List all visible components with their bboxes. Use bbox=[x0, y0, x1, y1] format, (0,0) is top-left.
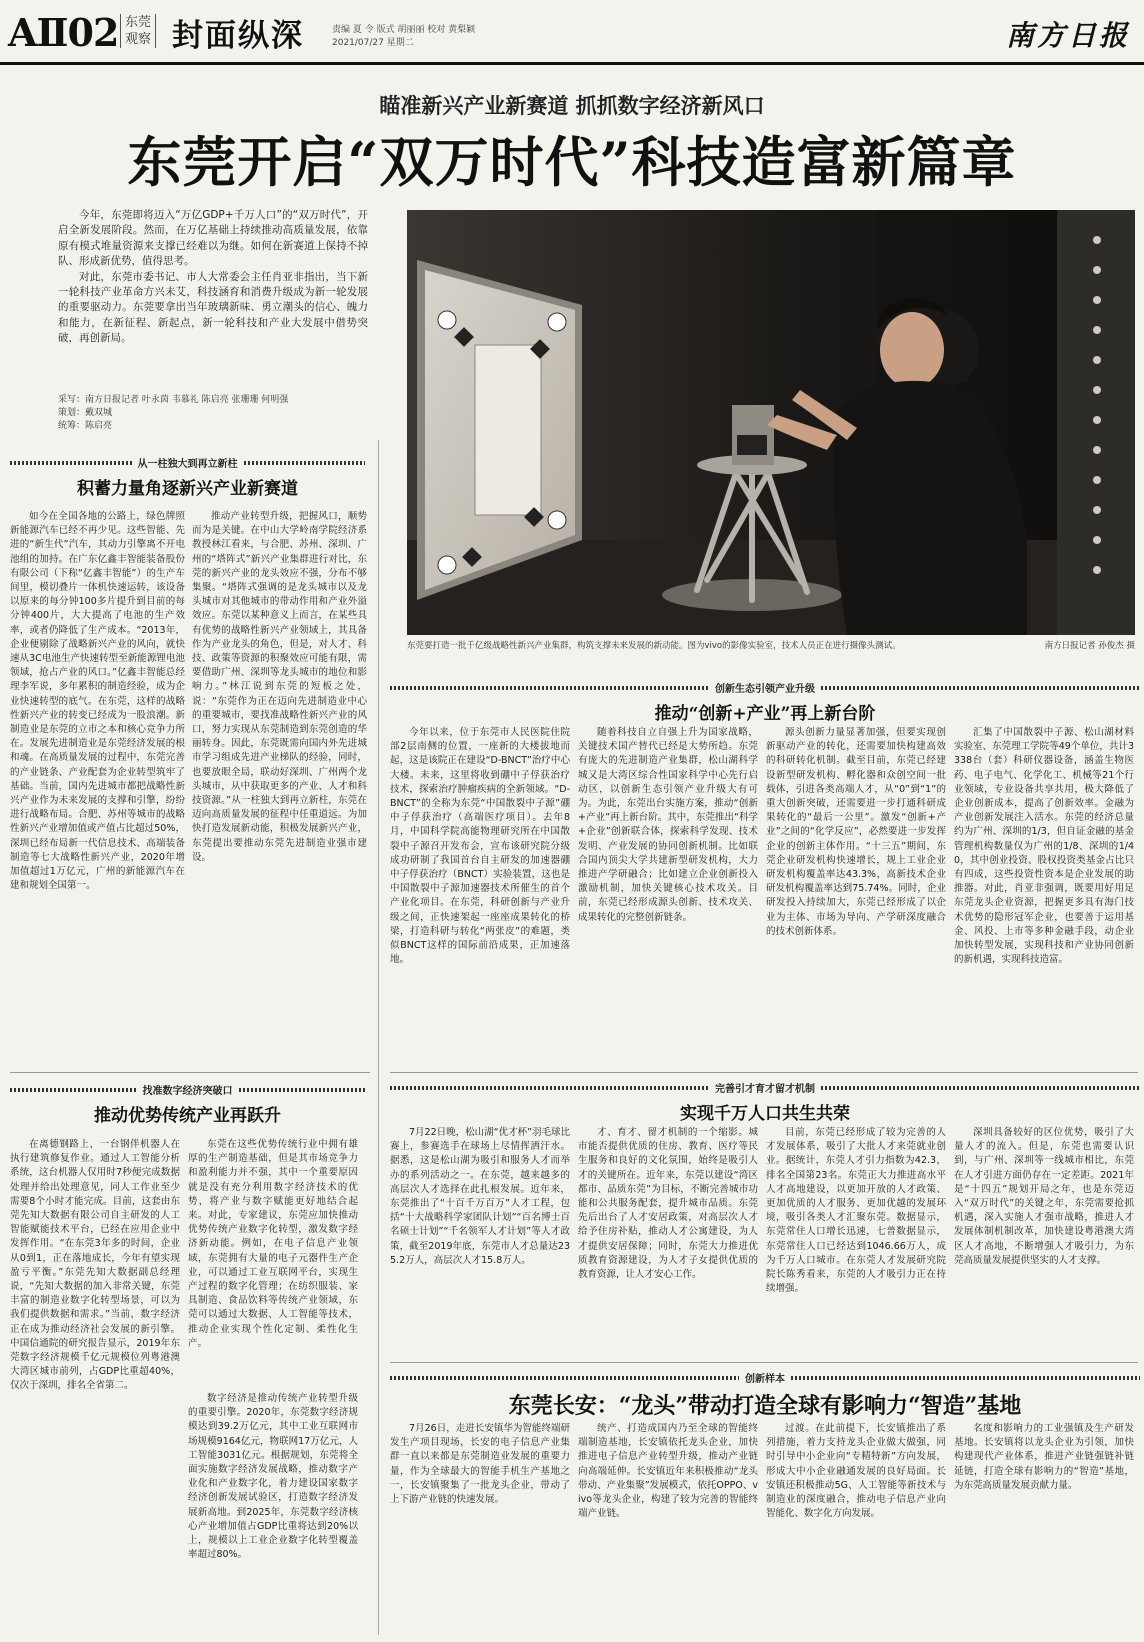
section-name: 封面纵深 bbox=[172, 18, 304, 54]
section-2-col-1: 今年以来，位于东莞市人民医院住院部2层南侧的位置，一座新的大楼拔地而起，这是该院正在建设“D-BNCT”治疗中心大楼。未来，这里将收到硼中子俘获治疗技术，探索治疗肿瘤疾病的全新领域。“D-BNCT”的全称为东莞“中国散裂中子源”硼中子俘获治疗（高端医疗项目）。去年8月，中国科学院高能物理研究所在中国散裂中子源召开发布会，宣布该研究院分级成功研制了我国首台自主研发的加速器硼中子俘获治疗（BNCT）实验装置，这也是中国散裂中子源加速器技术所催生的首个产业化项目。在东莞，科研创新与产业升级之间，正快速架起一座座成果转化的桥梁，打造科研与转化“两张皮”的难题，类似BNCT这样的国际前沿成果，正加速落地。 bbox=[390, 727, 570, 966]
section-4-col-1: 7月22日晚，松山湖“优才杯”羽毛球比赛上，参赛选手在球场上尽情挥洒汗水。据悉，这是松山湖为吸引和服务人才而举办的系列活动之一。在东莞，越来越多的高层次人才选择在此扎根发展。近年来，东莞推出了“十百千万百万”人才工程，包括“十大战略科学家团队计划”“百名博士百名硕士计划”“千名领军人才计划”等人才政策，截至2019年底，东莞市人才总量达235.2万人，高层次人才15.8万人。 bbox=[390, 1127, 570, 1266]
masthead bbox=[0, 0, 1144, 68]
section-3-kicker: 找准数字经济突破口 bbox=[10, 1082, 365, 1097]
section-5-title: 东莞长安：“龙头”带动打造全球有影响力“智造”基地 bbox=[508, 1393, 1022, 1419]
section-1-col-1: 如今在全国各地的公路上，绿色牌照新能源汽车已经不再少见。这些智能、先进的“新生代”汽车，其动力引擎离不开电池组的加持。在广东亿鑫丰智能装备股份有限公司（下称“亿鑫丰智能”）的生产车间里，模切叠片一体机快速运转，该设备以原来的每分钟100多片提升到目前的每分钟400片，大大提高了电池的生产效率，或者仍降低了生产成本。“2013年，企业便剔除了战略新兴产业的风向，就快速从3C电池生产快速转型至新能源锂电池领域，抢占产业的风口。”亿鑫丰智能总经理李军说，多年累积的制造经验，成为企业快速转型的底气。在东莞，这样的战略性新兴产业的转变已经成为一股浪潮。新制造业是东莞的立市之本和核心竞争力所在。发展先进制造业是东莞经济发展的根和魂。在高质量发展的过程中，东莞完善的产业链条、产业配套为企业转型筑牢了基础。当前，国内先进城市都把战略性新兴产业作为未来发展的支撑和引擎，纷纷进行战略布局。合肥、苏州等城市的战略性新兴产业增加值或产值占比超过50%，深圳已经布局新一代信息技术、高端装备制造等七大战略性新兴产业，2020年增加值超过1万亿元，广州的新能源汽车在建和规划全国第一。 bbox=[10, 511, 185, 892]
section-2-title: 推动“创新+产业”再上新台阶 bbox=[654, 704, 876, 724]
section-3-col-2: 东莞在这些优势传统行业中拥有雄厚的生产制造基础，但是其市场竞争力和盈利能力并不强，其中一个重要原因就是没有充分利用数字经济技术的优势，将产业与数字赋能更好地结合起来。对此，专家建议，东莞应加快推动优势传统产业数字化转型，激发数字经济新动能。例如，在电子信息产业领域，东莞拥有大量的电子元器件生产企业，可以通过工业互联网平台，实现生产过程的数字化管理；在纺织服装、家具制造、食品饮料等传统产业领域，东莞可以通过大数据、人工智能等技术，推动企业实现个性化定制、柔性化生产。 bbox=[188, 1139, 358, 1349]
section-1-kicker: 从一柱独大到再立新柱 bbox=[10, 455, 365, 470]
section-2-kicker: 创新生态引领产业升级 bbox=[390, 680, 1140, 695]
section-4-header bbox=[390, 1080, 1140, 1124]
section-4-col-2: 才、育才、留才机制的一个缩影。城市能否提供优质的住房、教育、医疗等民生服务和良好的文化氛围，始终是吸引人才的关键所在。近年来，东莞以建设“湾区都市、品质东莞”为目标，不断完善城市功能和公共服务配套，提升城市品质。东莞先后出台了人才安居政策，对高层次人才给予住房补贴，推动人才公寓建设，为人才提供安居保障；同时，东莞大力推进优质教育资源建设，为人才子女提供优质的教育资源，让人才安心工作。 bbox=[578, 1127, 758, 1281]
masthead-rule bbox=[0, 62, 1144, 65]
column-name: 东莞 观察 bbox=[120, 14, 156, 48]
section-5-col-4: 名度和影响力的工业强镇及生产研发基地。长安镇将以龙头企业为引领，加快构建现代产业体系，推进产业链强链补链延链，打造全球有影响力的“智造”基地，为东莞高质量发展贡献力量。 bbox=[954, 1423, 1134, 1491]
section-4-col-4: 深圳具备较好的区位优势，吸引了大量人才的流入。但是，东莞也需要认识到，与广州、深圳等一线城市相比，东莞在人才引进方面仍存在一定差距。2021年是“十四五”规划开局之年，也是东莞迈入“双万时代”的关键之年，东莞需要抢抓机遇，深入实施人才强市战略，推进人才发展体制机制改革，加快建设粤港澳大湾区人才高地，不断增强人才吸引力，为东莞高质量发展提供坚实的人才支撑。 bbox=[954, 1127, 1134, 1266]
section-1-col-2: 推动产业转型升级，把握风口，顺势而为是关键。在中山大学岭南学院经济系教授林江看来，与合肥、苏州、深圳、广州的“塔阵式”新兴产业集群进行对比，东莞的新兴产业的龙头效应不强，分布不够集聚。“塔阵式强调的是龙头城市以及龙头城市对其他城市的带动作用和产业外溢效应。东莞以某种意义上而言，在某些具有优势的战略性新兴产业领域上，其具备作为产业龙头的角色，但是，对人才、科技、政策等资源的积聚效应可能有限，需要借助广州、深圳等龙头城市的地位和影响力。”林江说到东莞的短板之处，说：“东莞作为正在迈向先进制造业中心的重要城市，要找准战略性新兴产业的风口，努力实现从东莞制造到东莞创造的华丽转身。因此，东莞既需向国内外先进城市学习组成先进产业梯队的经验，同时，也要放眼全局，联动好深圳、广州两个龙头城市，从中获取更多的产业、人才和科技资源。”从一柱独大到再立新柱，东莞在迈向高质量发展的征程中任重道远。为加快打造发展新动能，积极发展新兴产业，东莞提出要推动东莞先进制造业强市建设。 bbox=[192, 511, 367, 863]
section-3-title: 推动优势传统产业再跃升 bbox=[94, 1106, 281, 1126]
photo-credit: 南方日报记者 孙俊杰 摄 bbox=[1044, 641, 1135, 651]
page-meta: 责编 夏 令 版式 胡丽丽 校对 黄梨颖 2021/07/27 星期二 bbox=[332, 25, 476, 48]
section-2-header bbox=[390, 680, 1140, 724]
section-2-col-2: 随着科技自立自强上升为国家战略，关键技术国产替代已经是大势所趋。东莞有庞大的先进制造产业集群，松山湖科学城又是大湾区综合性国家科学中心先行启动区，以创新生态引领产业升级大有可为。为此，东莞出台实施方案，推动“创新+产业”再上新台阶。其中，东莞推出“科学+企业”创新联合体，探索科学发现、技术发明、产业发展的协同创新机制。比如联合国内顶尖大学共建新型研发机构，大力推进产学研融合；比如建立企业创新投入激励机制，加快关键核心技术攻关。目前，东莞已经形成源头创新、技术攻关、成果转化的完整创新链条。 bbox=[578, 727, 758, 923]
lead-paragraph-2: 对此，东莞市委书记、市人大常委会主任肖亚非指出，当下新一轮科技产业革命方兴未艾，科技涵育和消费升级成为新一轮发展的重要驱动力。东莞要拿出当年玻璃新味、勇立潮头的信心、魄力和能力，在新征程、新起点，新一轮科技和产业大发展中借势突破，再创新局。 bbox=[58, 270, 368, 345]
section-5-col-3: 过渡。在此前提下，长安镇推出了系列措施，着力支持龙头企业做大做强，同时引导中小企业向“专精特新”方向发展，形成大中小企业融通发展的良好局面。长安镇还积极推动5G、人工智能等新技术与制造业的深度融合，推动电子信息产业向智能化、数字化方向发展。 bbox=[766, 1423, 946, 1520]
section-divider bbox=[10, 1072, 370, 1073]
section-1-title: 积蓄力量角逐新兴产业新赛道 bbox=[77, 479, 298, 499]
lab-photo-illustration bbox=[407, 210, 1135, 635]
section-4-title: 实现千万人口共生共荣 bbox=[680, 1104, 850, 1124]
newspaper-logo: 南方日报 bbox=[1005, 19, 1130, 52]
section-1-header bbox=[10, 455, 365, 499]
section-3-header bbox=[10, 1082, 365, 1126]
headline-title: 东莞开启“双万时代”科技造富新篇章 bbox=[127, 130, 1017, 194]
section-2-col-4: 汇集了中国散裂中子源、松山湖材料实验室、东莞理工学院等49个单位，共计3338台（套）科研仪器设备，涵盖生物医药、电子电气、化学化工、机械等21个行业领域，专业设备共享共用，极大降低了企业创新成本，提高了创新效率。金融为产业创新发展注入活水。东莞的经济总量约为广州、深圳的1/3，但自证金融的基金管理机构数量仅为广州的1/8、深圳的1/40，其中创业投资、股权投资类基金占比只有四成，这些投资性资本是企业发展的助推器。对此，肖亚非强调，既要用好用足东莞龙头企业资源，把握更多具有海门技术优势的隐形冠军企业，也要善于运用基金、风投、上市等多种金融手段，动企业加快转型发展，实现科技和产业协同创新的新机遇，实现科技造富。 bbox=[954, 727, 1134, 966]
section-4-kicker: 完善引才育才留才机制 bbox=[390, 1080, 1140, 1095]
lead-paragraph-1: 今年，东莞即将迈入“万亿GDP+千万人口”的“双万时代”，开启全新发展阶段。然而，在万亿基础上持续推动高质量发展，依靠原有模式堆量资源来支撑已经难以为继。如何在新赛道上保持不掉队、形成新优势，值得思考。 bbox=[58, 209, 368, 268]
headline-kicker: 瞄准新兴产业新赛道 抓抓数字经济新风口 bbox=[379, 93, 765, 118]
section-3-col-1: 在离德钢路上，一台钢伴机器人在执行建筑修复作业。通过人工智能分析系统，这台机器人仅用时7秒便完成数据处理并给出处理意见，同人工作业至少需要8个小时才能完成。目前，这套由东莞先知大数据有限公司自主研发的人工智能赋能技术平台，已经在应用企业中发挥作用。“在东莞3年多的时间，企业从0到1，正在落地成长，今年有望实现盈亏平衡。”东莞先知大数据副总经理说，“先知大数据的加入非常关键，东莞丰富的制造业数字化转型场景，可以为我们提供数据和需求。”当前，数字经济正在成为推动经济社会发展的新引擎。中国信通院的研究报告显示，2019年东莞数字经济规模千亿元规模位列粤港澳大湾区城市前列，占GDP比重超40%，仅次于深圳，排名全省第二。 bbox=[10, 1139, 180, 1392]
section-5-header bbox=[390, 1370, 1140, 1420]
section-5-col-1: 7月26日，走进长安镇华为智能终端研发生产项目现场，长安的电子信息产业集群一直以来都是东莞制造业发展的重要力量，作为全球最大的智能手机生产基地之一，长安镇聚集了一批龙头企业，带动了上下游产业链的快速发展。 bbox=[390, 1423, 570, 1506]
section-divider bbox=[390, 1362, 1138, 1363]
lead-credits: 采写：南方日报记者 叶永茵 韦慕礼 陈启亮 张珊珊 何明强 策划：戴双城 统筹：陈启亮 bbox=[58, 395, 289, 431]
feature-photo bbox=[407, 210, 1135, 635]
section-5-kicker: 创新样本 bbox=[390, 1370, 1140, 1385]
page-number: AⅡ02 bbox=[8, 10, 119, 55]
column-divider bbox=[378, 440, 379, 1635]
section-divider bbox=[390, 1072, 1138, 1073]
section-3-col-3: 数字经济是推动传统产业转型升级的重要引擎。2020年，东莞数字经济规模达到39.2万亿元，其中工业互联网市场规模9164亿元，物联网17万亿元，人工智能3031亿元。根据规划，东莞将全面实施数字经济发展战略，推动数字产业化和产业数字化，着力建设国家数字经济创新发展试验区，打造数字经济发展新高地。到2025年，东莞数字经济核心产业增加值占GDP比重将达到20%以上，规模以上工业企业数字化转型覆盖率超过80%。 bbox=[188, 1393, 358, 1561]
section-4-col-3: 目前，东莞已经形成了较为完善的人才发展体系，吸引了大批人才来莞就业创业。据统计，东莞人才引力指数为42.3，排名全国第23名。东莞正大力推进高水平人才高地建设，以更加开放的人才政策、更加优质的人才服务、更加优越的发展环境，吸引各类人才汇聚东莞。数据显示，东莞常住人口增长迅速，七普数据显示，东莞常住人口已经达到1046.66万人，成为千万人口城市。在东莞人才发展研究院院长陈秀看来，东莞的人才吸引力正在持续增强。 bbox=[766, 1127, 946, 1295]
section-2-col-3: 源头创新力量显著加强，但要实现创新驱动产业的转化，还需要加快构建高效的科研转化机制。截至目前，东莞已经建设新型研发机构、孵化器和众创空间一批载体，引进各类高端人才，从“0”到“1”的重大创新突破，还需要进一步打通科研成果转化的“最后一公里”。激发“创新+产业”之间的“化学反应”，必然要进一步发挥企业的创新主体作用。“十三五”期间，东莞企业研发机构快速增长，规上工业企业研发机构覆盖率达43.3%，高新技术企业研发机构覆盖率达到75.74%。同时，企业研发投入持续加大，东莞已经形成了以企业为主体、市场为导向、产学研深度融合的技术创新体系。 bbox=[766, 727, 946, 937]
photo-caption: 东莞要打造一批千亿级战略性新兴产业集群，构筑支撑未来发展的新动能。图为vivo的影像实验室，技术人员正在进行摄像头测试。 bbox=[407, 641, 901, 651]
lead-text bbox=[58, 208, 368, 390]
section-5-col-2: 统产、打造成国内乃至全球的智能终端制造基地，长安镇依托龙头企业，加快推进电子信息产业转型升级，推动产业链向高端延伸。长安镇近年来积极推动“龙头带动、产业集聚”发展模式，依托OPPO、vivo等龙头企业，构建了较为完善的智能终端产业链。 bbox=[578, 1423, 758, 1520]
